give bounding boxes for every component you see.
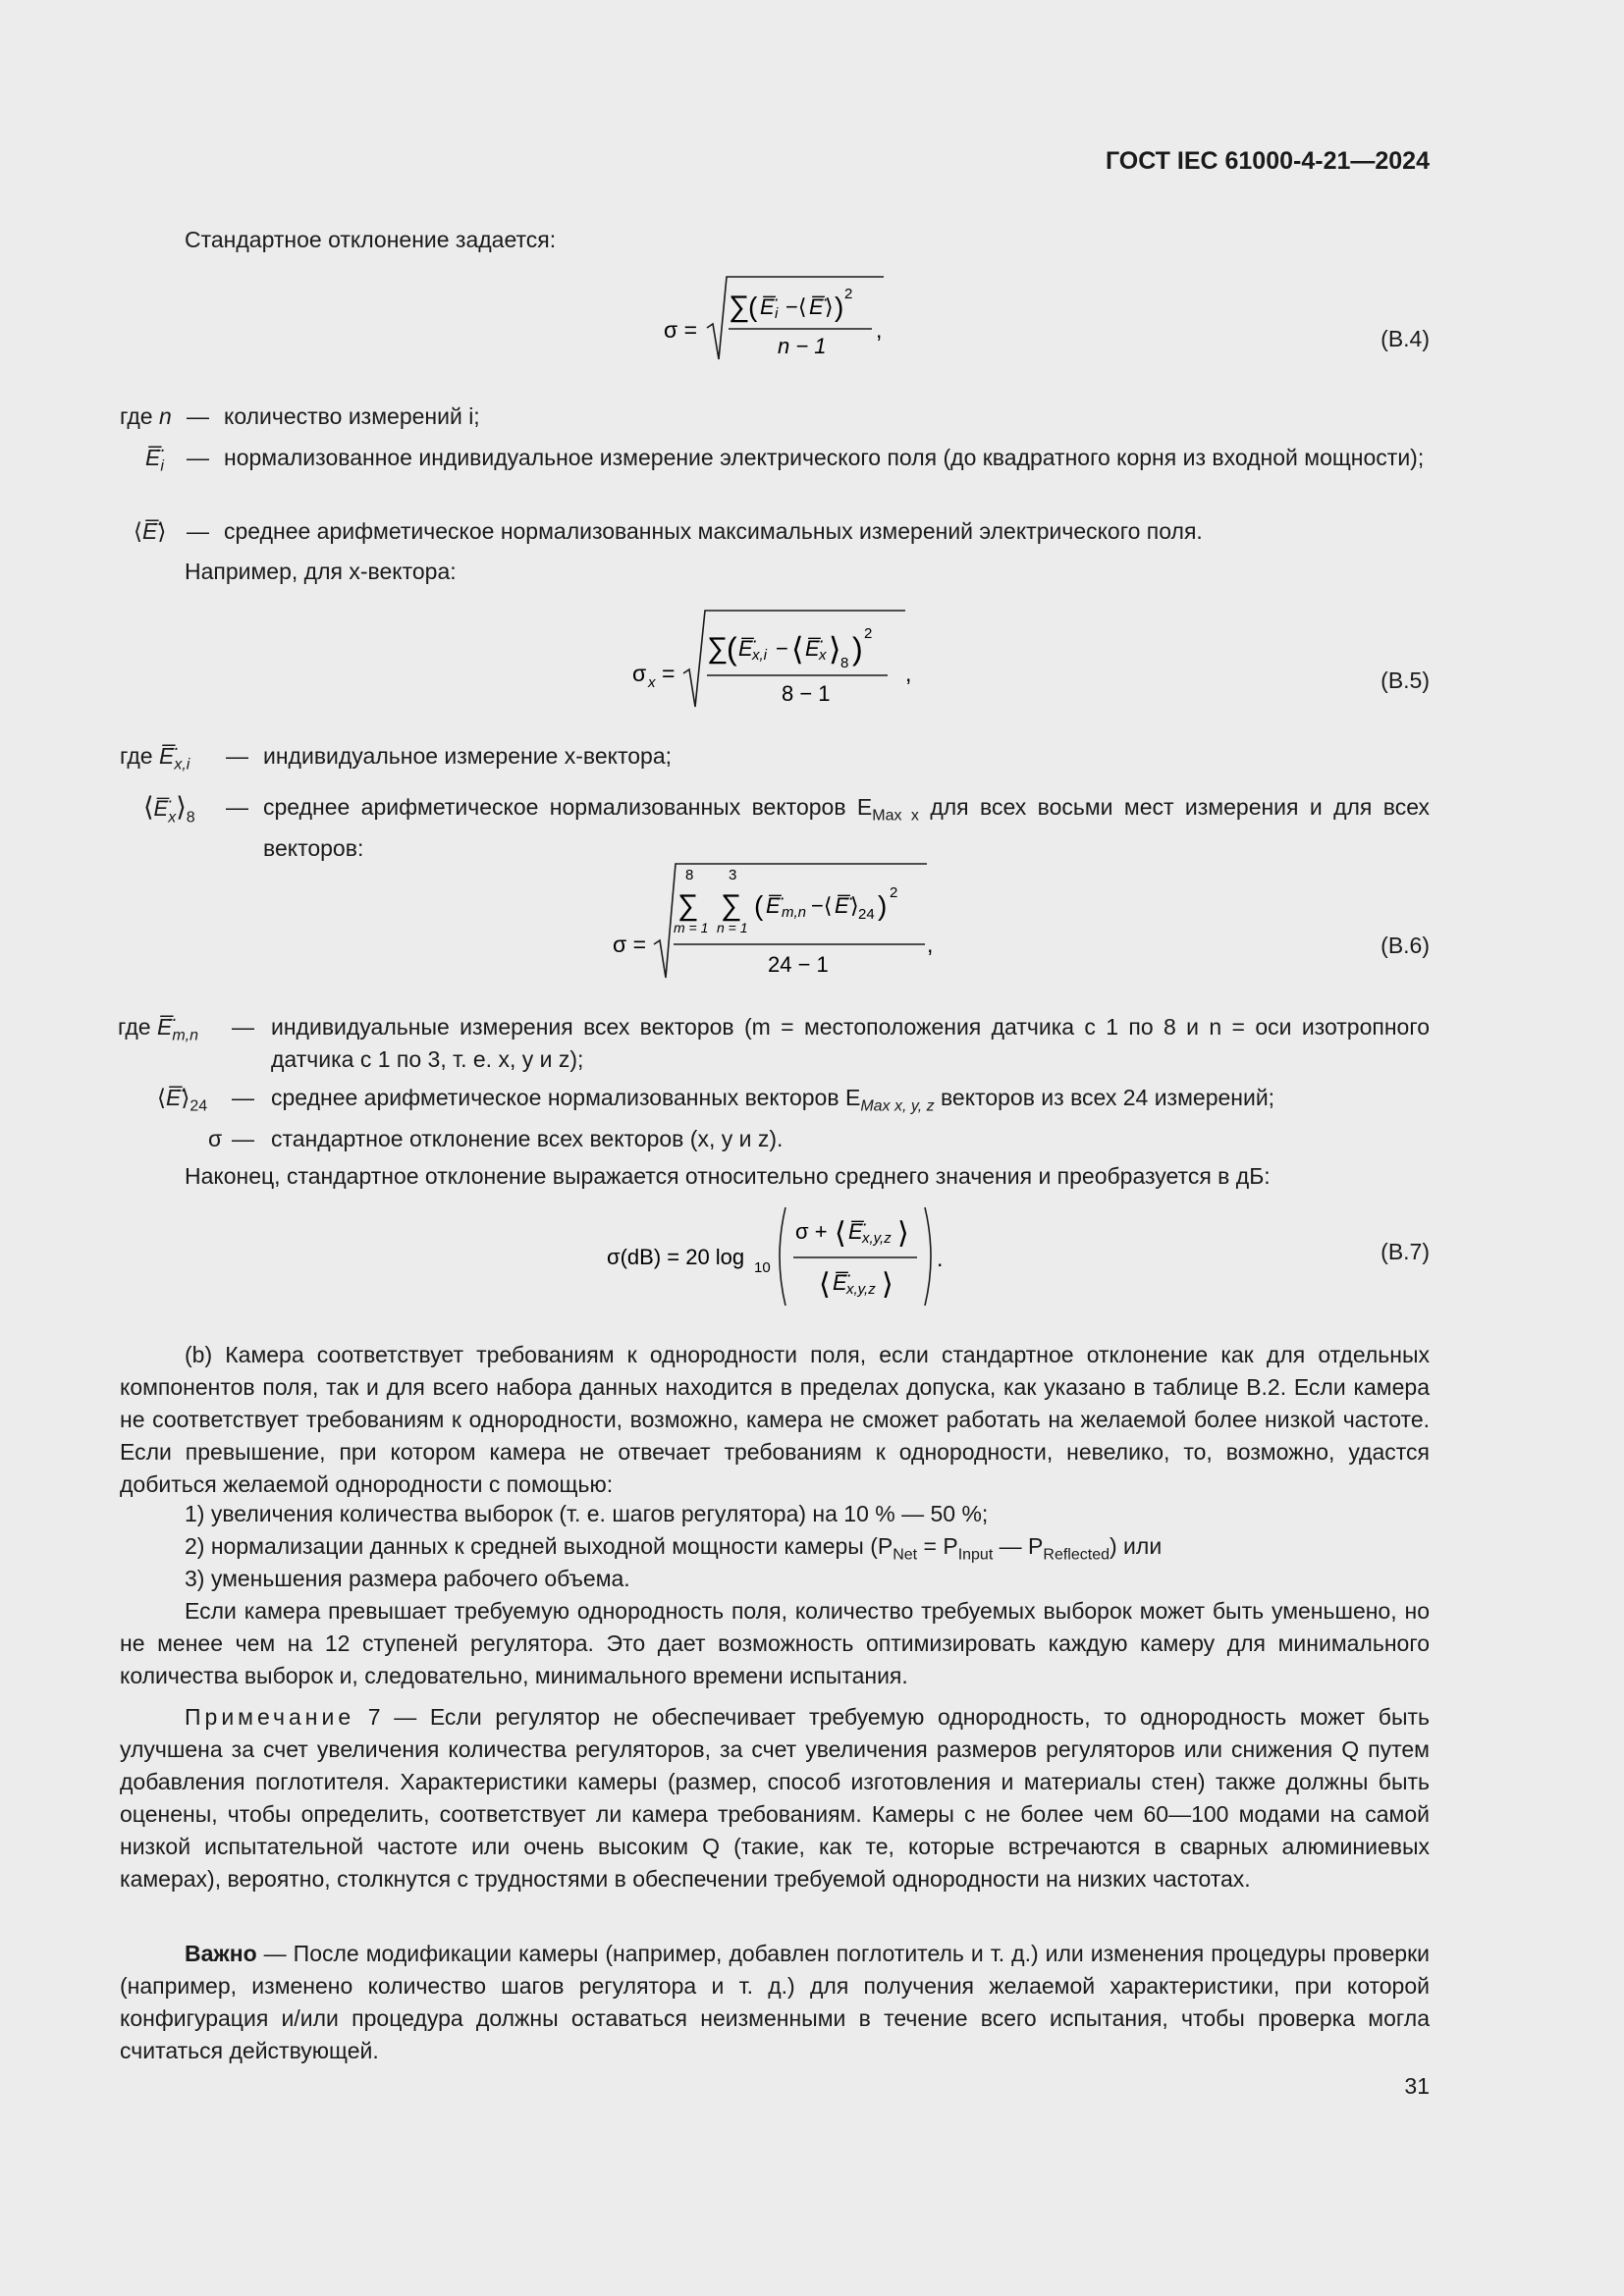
emean-symbol: ⟨E̅̈⟩ bbox=[134, 518, 167, 544]
where-dash-5: — bbox=[226, 794, 248, 820]
where-ei-desc: нормализованное индивидуальное измерение электрического поля (до квадратного корня из входной мощности); bbox=[224, 445, 1425, 470]
note-label: Примечание bbox=[185, 1704, 355, 1730]
svg-text:8: 8 bbox=[840, 655, 849, 671]
svg-text:i: i bbox=[775, 305, 779, 322]
sigma-symbol: σ bbox=[208, 1126, 223, 1151]
where-dash-1: — bbox=[187, 403, 209, 429]
where-dash-3: — bbox=[187, 518, 209, 544]
where-ex8-desc: среднее арифметическое нормализованных векторов $E_{Max x}$ для всех восьми мест измерения и для всех векторов: bbox=[263, 794, 1431, 861]
ex8-symbol: $⟨E̅̈_x⟩_8$ bbox=[143, 792, 195, 827]
svg-text:2: 2 bbox=[864, 625, 873, 642]
svg-text:E̅̈: E̅̈ bbox=[766, 893, 781, 918]
where-emn-desc: индивидуальные измерения всех векторов (m = местоположения датчика с 1 по 8 и n = оси изотропного датчика с 1 по 3, т. е. x, y и z); bbox=[271, 1014, 1430, 1072]
svg-text:−⟨: −⟨ bbox=[785, 294, 807, 319]
svg-text:∑: ∑ bbox=[677, 889, 699, 922]
svg-text:⟩: ⟩ bbox=[882, 1268, 893, 1301]
svg-text:⟩: ⟩ bbox=[829, 631, 841, 667]
equation-b7 bbox=[603, 1203, 956, 1311]
svg-text:3: 3 bbox=[729, 867, 737, 883]
e24-symbol: $⟨E̅̈⟩_{24}$ bbox=[157, 1085, 208, 1115]
svg-text:x: x bbox=[819, 647, 827, 664]
svg-text:m,n: m,n bbox=[782, 904, 807, 921]
where-sigma-desc: стандартное отклонение всех векторов (x, y и z). bbox=[271, 1126, 784, 1151]
important-label: Важно bbox=[185, 1941, 257, 1966]
svg-text:=: = bbox=[662, 661, 676, 686]
where-gde-3: где $E̅̈_{m,n}$ bbox=[118, 1014, 198, 1044]
eq-label-b6: (B.6) bbox=[1380, 933, 1430, 958]
eq-b6-lhs: σ = bbox=[613, 932, 647, 957]
eq-b6-den: 24 − 1 bbox=[768, 952, 829, 977]
svg-text:2: 2 bbox=[844, 286, 853, 302]
note-7: Примечание 7 — Если регулятор не обеспечивает требуемую однородность, то однородность может быть улучшена за счет увеличения количества регуляторов, за счет увеличения размеров регуляторов или снижения Q путем добавления поглотителя. Характеристики камеры (размер, способ изготовления и материалы стен) также должны быть оценены, чтобы определить, соответствует ли камера требованиям. Камеры с не более чем 60—100 модами на самой низкой испытательной частоте или очень высоким Q (такие, как те, которые встречаются в сварных алюминиевых камерах), вероятно, столкнутся с трудностями в обеспечении требуемой однородности на низких частотах. bbox=[120, 1704, 1430, 1892]
svg-text:n = 1: n = 1 bbox=[717, 920, 748, 935]
equation-b6 bbox=[609, 860, 943, 988]
where-dash-4: — bbox=[226, 743, 248, 769]
svg-text:⟨: ⟨ bbox=[835, 1217, 846, 1250]
where-dash-2: — bbox=[187, 445, 209, 470]
svg-text:,: , bbox=[876, 317, 883, 343]
svg-text:∑: ∑ bbox=[721, 889, 742, 922]
svg-text:x,y,z: x,y,z bbox=[862, 1230, 892, 1247]
svg-text:x,i: x,i bbox=[752, 647, 767, 664]
list-item-2: 2) нормализации данных к средней выходной мощности камеры ($P_{Net} = P_{Input}$ — $P_{Reflected}$) или bbox=[185, 1533, 1163, 1564]
svg-text:m = 1: m = 1 bbox=[674, 920, 709, 935]
svg-text:⟨: ⟨ bbox=[819, 1268, 831, 1301]
svg-text:(: ( bbox=[754, 890, 764, 921]
svg-text:E̅̈: E̅̈ bbox=[738, 636, 753, 661]
svg-text:E̅̈: E̅̈ bbox=[833, 1270, 847, 1295]
eq-label-b4: (B.4) bbox=[1380, 326, 1430, 351]
svg-text:(: ( bbox=[748, 292, 758, 322]
equation-b4 bbox=[648, 267, 903, 365]
list-item-3: 3) уменьшения размера рабочего объема. bbox=[185, 1566, 630, 1591]
eq-b4-den: n − 1 bbox=[778, 334, 827, 358]
svg-text:E̅̈: E̅̈ bbox=[805, 636, 820, 661]
svg-text:x,y,z: x,y,z bbox=[846, 1281, 876, 1298]
page-number: 31 bbox=[1404, 2073, 1430, 2099]
finally-text: Наконец, стандартное отклонение выражается относительно среднего значения и преобразуется в дБ: bbox=[185, 1163, 1271, 1189]
eq-b4-lhs: σ = bbox=[664, 317, 698, 343]
intro-text: Стандартное отклонение задается: bbox=[185, 227, 557, 252]
where-gde-2: где $E̅̈_{x,i}$ bbox=[120, 743, 190, 774]
where-gde-1: где n bbox=[120, 403, 172, 429]
svg-text:(: ( bbox=[727, 631, 737, 667]
svg-text:,: , bbox=[927, 932, 934, 957]
svg-text:−: − bbox=[776, 636, 788, 661]
svg-text:,: , bbox=[905, 661, 912, 686]
eq-b5-den: 8 − 1 bbox=[782, 681, 831, 706]
eq-b5-lhs: σ bbox=[632, 661, 647, 686]
svg-text:⟨: ⟨ bbox=[791, 631, 804, 667]
list-item-1: 1) увеличения количества выборок (т. е. шагов регулятора) на 10 % — 50 %; bbox=[185, 1501, 989, 1526]
where-n-desc: количество измерений i; bbox=[224, 403, 480, 429]
paragraph-b: (b) Камера соответствует требованиям к однородности поля, если стандартное отклонение как для отдельных компонентов поля, так и для всего набора данных находится в пределах допуска, как указано в таблице В.2. Если камера не соответствует требованиям к однородности, возможно, камера не сможет работать на желаемой более низкой частоте. Если превышение, при котором камера не отвечает требованиям к однородности, невелико, то, возможно, удастся добиться желаемой однородности с помощью: bbox=[120, 1342, 1430, 1497]
where-dash-6: — bbox=[232, 1014, 254, 1040]
where-dash-8: — bbox=[232, 1126, 254, 1151]
where-dash-7: — bbox=[232, 1085, 254, 1110]
svg-text:−⟨: −⟨ bbox=[811, 893, 833, 918]
paragraph-exceed: Если камера превышает требуемую однородность поля, количество требуемых выборок может быть уменьшено, но не менее чем на 12 ступеней регулятора. Это дает возможность оптимизировать каждую камеру для минимального количества выборок и, следовательно, минимального времени испытания. bbox=[120, 1598, 1430, 1688]
document-header: ГОСТ IEC 61000-4-21—2024 bbox=[1105, 147, 1430, 175]
eq-b7-lhs: σ(dB) = 20 log bbox=[607, 1245, 745, 1269]
svg-text:): ) bbox=[852, 631, 863, 667]
svg-text:24: 24 bbox=[858, 906, 875, 923]
where-e24-desc: среднее арифметическое нормализованных векторов $E_{Max x, y, z}$ векторов из всех 24 измерений; bbox=[271, 1085, 1275, 1115]
svg-text:E̅̈: E̅̈ bbox=[809, 294, 824, 319]
svg-text:): ) bbox=[835, 292, 844, 322]
svg-text:10: 10 bbox=[754, 1259, 771, 1276]
example-text: Например, для x-вектора: bbox=[185, 559, 457, 584]
svg-text:⟩: ⟩ bbox=[850, 893, 859, 918]
svg-text:∑: ∑ bbox=[729, 291, 750, 323]
ei-symbol: $E̅̈_i$ bbox=[145, 445, 164, 475]
svg-text:∑: ∑ bbox=[707, 632, 729, 665]
equation-b5 bbox=[619, 599, 933, 717]
svg-text:.: . bbox=[937, 1246, 944, 1271]
svg-text:): ) bbox=[878, 890, 888, 921]
svg-text:σ +: σ + bbox=[795, 1219, 828, 1244]
eq-label-b5: (B.5) bbox=[1380, 667, 1430, 693]
where-exi-desc: индивидуальное измерение x-вектора; bbox=[263, 743, 672, 769]
svg-text:E̅̈: E̅̈ bbox=[848, 1219, 863, 1244]
svg-text:E̅̈: E̅̈ bbox=[835, 893, 849, 918]
svg-text:⟩: ⟩ bbox=[825, 294, 834, 319]
svg-text:E̅̈: E̅̈ bbox=[760, 294, 775, 319]
svg-text:8: 8 bbox=[685, 867, 694, 883]
svg-text:2: 2 bbox=[890, 884, 898, 901]
svg-text:x: x bbox=[648, 674, 656, 691]
where-emean-desc: среднее арифметическое нормализованных максимальных измерений электрического поля. bbox=[224, 518, 1203, 544]
important-paragraph: Важно — После модификации камеры (например, добавлен поглотитель и т. д.) или изменения процедуры проверки (например, изменено количество шагов регулятора и т. д.) для получения желаемой характеристики, при которой конфигурация и/или процедура должны оставаться неизменными в течение всего испытания, чтобы проверка могла считаться действующей. bbox=[120, 1941, 1430, 2063]
svg-text:⟩: ⟩ bbox=[897, 1217, 909, 1250]
eq-label-b7: (B.7) bbox=[1380, 1239, 1430, 1264]
